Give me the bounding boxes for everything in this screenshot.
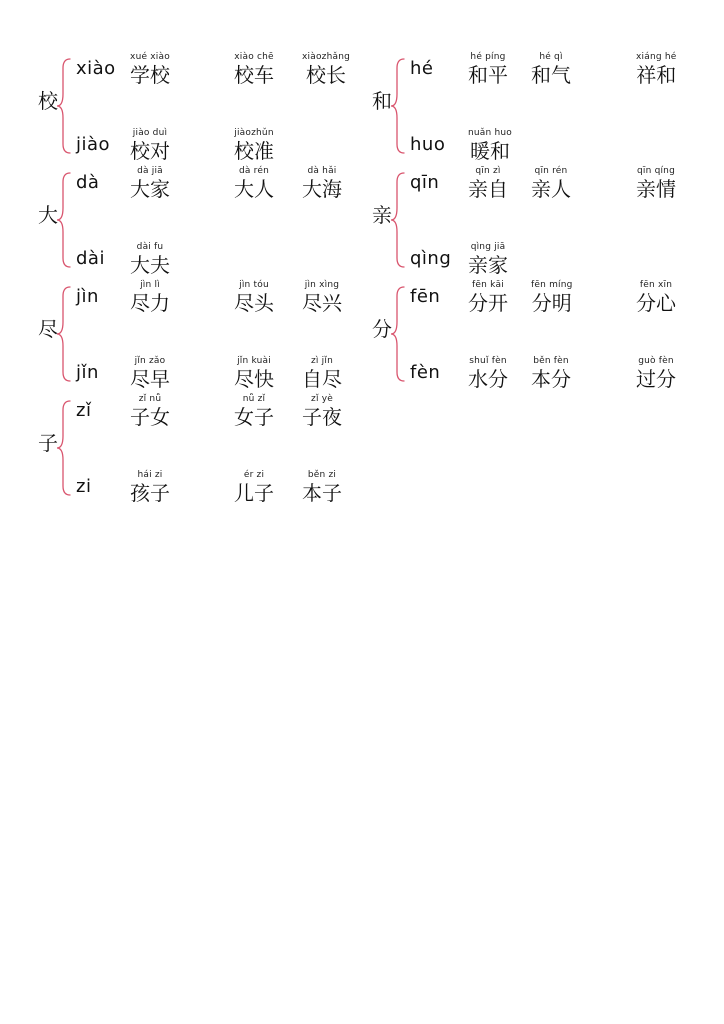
word-hanzi: 亲情 — [636, 177, 676, 201]
word — [130, 128, 170, 163]
reading-pinyin: jìn — [76, 286, 99, 307]
word-hanzi: 分明 — [531, 291, 572, 315]
reading-pinyin: fèn — [410, 362, 441, 383]
word-hanzi: 尽快 — [234, 367, 274, 391]
word-hanzi: 校对 — [130, 139, 170, 163]
word-hanzi: 和平 — [468, 63, 508, 87]
headword: 分 — [372, 317, 392, 341]
word — [130, 280, 170, 315]
word-pinyin: xiáng hé — [636, 52, 677, 62]
word-pinyin: xiàozhǎng — [302, 52, 351, 62]
word — [468, 242, 508, 277]
word-hanzi: 尽早 — [130, 367, 170, 391]
word — [302, 166, 342, 201]
reading — [38, 470, 368, 510]
reading-pinyin: huo — [410, 134, 446, 155]
word-pinyin: fēn kāi — [472, 280, 504, 290]
word — [234, 52, 274, 87]
word-pinyin: qīn rén — [534, 166, 568, 176]
word — [302, 356, 342, 391]
word-pinyin: shuǐ fèn — [469, 356, 507, 366]
word — [130, 52, 170, 87]
reading — [372, 52, 702, 92]
reading — [38, 280, 368, 320]
word — [468, 356, 508, 391]
reading — [38, 166, 368, 206]
word-hanzi: 本分 — [531, 367, 571, 391]
word-pinyin: xué xiào — [130, 52, 170, 62]
word-pinyin: nuǎn huo — [468, 128, 513, 138]
word-hanzi: 亲人 — [531, 177, 571, 201]
word-pinyin: jǐn zǎo — [134, 356, 166, 366]
reading-pinyin: dà — [76, 172, 100, 193]
word-hanzi: 分开 — [468, 291, 508, 315]
reading — [38, 52, 368, 92]
word-pinyin: hái zi — [137, 470, 163, 480]
headword: 和 — [372, 89, 392, 113]
word-pinyin: qīn zì — [475, 166, 501, 176]
reading-pinyin: qīn — [410, 172, 440, 193]
word — [130, 242, 170, 277]
word-hanzi: 大人 — [234, 177, 274, 201]
reading-pinyin: jiào — [76, 134, 111, 155]
word-pinyin: dà hǎi — [307, 166, 337, 176]
word-hanzi: 自尽 — [302, 367, 342, 391]
reading — [38, 128, 368, 168]
word-hanzi: 祥和 — [636, 63, 677, 87]
entry-qin — [372, 166, 702, 280]
word — [302, 280, 342, 315]
word-pinyin: zǐ nǚ — [138, 394, 162, 404]
reading-pinyin: jǐn — [76, 362, 99, 383]
word-hanzi: 本子 — [302, 481, 342, 505]
word-pinyin: qìng jiā — [470, 242, 506, 252]
entry-da — [38, 166, 368, 280]
word — [636, 52, 676, 87]
word-pinyin: jìn lì — [140, 280, 160, 290]
word-hanzi: 子夜 — [302, 405, 342, 429]
word-hanzi: 亲自 — [468, 177, 508, 201]
word-hanzi: 过分 — [636, 367, 676, 391]
word-pinyin: hé qì — [539, 52, 563, 62]
word-hanzi: 尽力 — [130, 291, 170, 315]
headword: 亲 — [372, 203, 392, 227]
reading-pinyin: qìng — [410, 248, 452, 269]
word — [531, 52, 571, 87]
word-hanzi: 校长 — [306, 63, 346, 87]
word-pinyin: hé píng — [470, 52, 506, 62]
word — [234, 128, 274, 163]
word-pinyin: xiào chē — [234, 52, 274, 62]
word-pinyin: jiào duì — [132, 128, 168, 138]
word — [636, 356, 676, 391]
word — [130, 166, 170, 201]
reading-pinyin: hé — [410, 58, 434, 79]
word-hanzi: 大夫 — [130, 253, 170, 277]
word — [234, 280, 274, 315]
word-hanzi: 大海 — [302, 177, 342, 201]
reading-pinyin: zǐ — [76, 400, 92, 421]
word — [468, 128, 512, 163]
word-pinyin: dà jiā — [137, 166, 163, 176]
word-pinyin: jiàozhǔn — [234, 128, 274, 138]
word-pinyin: dài fu — [136, 242, 164, 252]
word-hanzi: 暖和 — [470, 139, 510, 163]
reading-pinyin: xiào — [76, 58, 116, 79]
word-hanzi: 儿子 — [234, 481, 274, 505]
entry-zi — [38, 394, 368, 508]
word-hanzi: 女子 — [234, 405, 274, 429]
word-pinyin: jìn xìng — [304, 280, 340, 290]
reading — [372, 166, 702, 206]
word — [531, 356, 571, 391]
reading — [38, 242, 368, 282]
word-pinyin: fēn míng — [531, 280, 573, 290]
word — [636, 166, 676, 201]
headword: 大 — [38, 203, 58, 227]
word-pinyin: jǐn kuài — [237, 356, 271, 366]
reading — [372, 128, 702, 168]
word — [468, 280, 508, 315]
reading-pinyin: zi — [76, 476, 92, 497]
headword: 子 — [38, 431, 58, 455]
word-hanzi: 分心 — [636, 291, 676, 315]
word — [234, 470, 274, 505]
word-pinyin: zǐ yè — [311, 394, 333, 404]
reading — [372, 280, 702, 320]
word-pinyin: běn zi — [307, 470, 337, 480]
word — [234, 394, 274, 429]
word — [302, 470, 342, 505]
word — [130, 356, 170, 391]
word-hanzi: 尽头 — [234, 291, 274, 315]
word-hanzi: 大家 — [130, 177, 170, 201]
word-pinyin: ér zi — [243, 470, 265, 480]
reading — [38, 356, 368, 396]
word-hanzi: 学校 — [130, 63, 170, 87]
word — [636, 280, 676, 315]
word-hanzi: 子女 — [130, 405, 170, 429]
word-hanzi: 校车 — [234, 63, 274, 87]
entry-xiao — [38, 52, 368, 166]
word-pinyin: fēn xīn — [639, 280, 673, 290]
reading-pinyin: fēn — [410, 286, 441, 307]
word-hanzi: 亲家 — [468, 253, 508, 277]
word-pinyin: nǚ zǐ — [242, 394, 266, 404]
word-pinyin: zì jǐn — [311, 356, 333, 366]
entry-he — [372, 52, 702, 166]
word — [531, 280, 573, 315]
word-hanzi: 尽兴 — [302, 291, 342, 315]
word — [531, 166, 571, 201]
word — [130, 394, 170, 429]
reading — [38, 394, 368, 434]
word — [468, 166, 508, 201]
word-pinyin: guò fèn — [638, 356, 674, 366]
word — [234, 356, 274, 391]
word — [302, 52, 350, 87]
word-pinyin: běn fèn — [533, 356, 569, 366]
headword: 校 — [38, 89, 58, 113]
headword: 尽 — [38, 317, 58, 341]
reading-pinyin: dài — [76, 248, 105, 269]
word-pinyin: qīn qíng — [636, 166, 675, 176]
entry-jin — [38, 280, 368, 394]
word-hanzi: 校准 — [234, 139, 274, 163]
entry-fen — [372, 280, 702, 394]
word-hanzi: 水分 — [468, 367, 508, 391]
word-hanzi: 和气 — [531, 63, 571, 87]
word-pinyin: jìn tóu — [239, 280, 269, 290]
word — [468, 52, 508, 87]
reading — [372, 356, 702, 396]
word — [130, 470, 170, 505]
reading — [372, 242, 702, 282]
word — [234, 166, 274, 201]
word — [302, 394, 342, 429]
word-hanzi: 孩子 — [130, 481, 170, 505]
word-pinyin: dà rén — [238, 166, 270, 176]
